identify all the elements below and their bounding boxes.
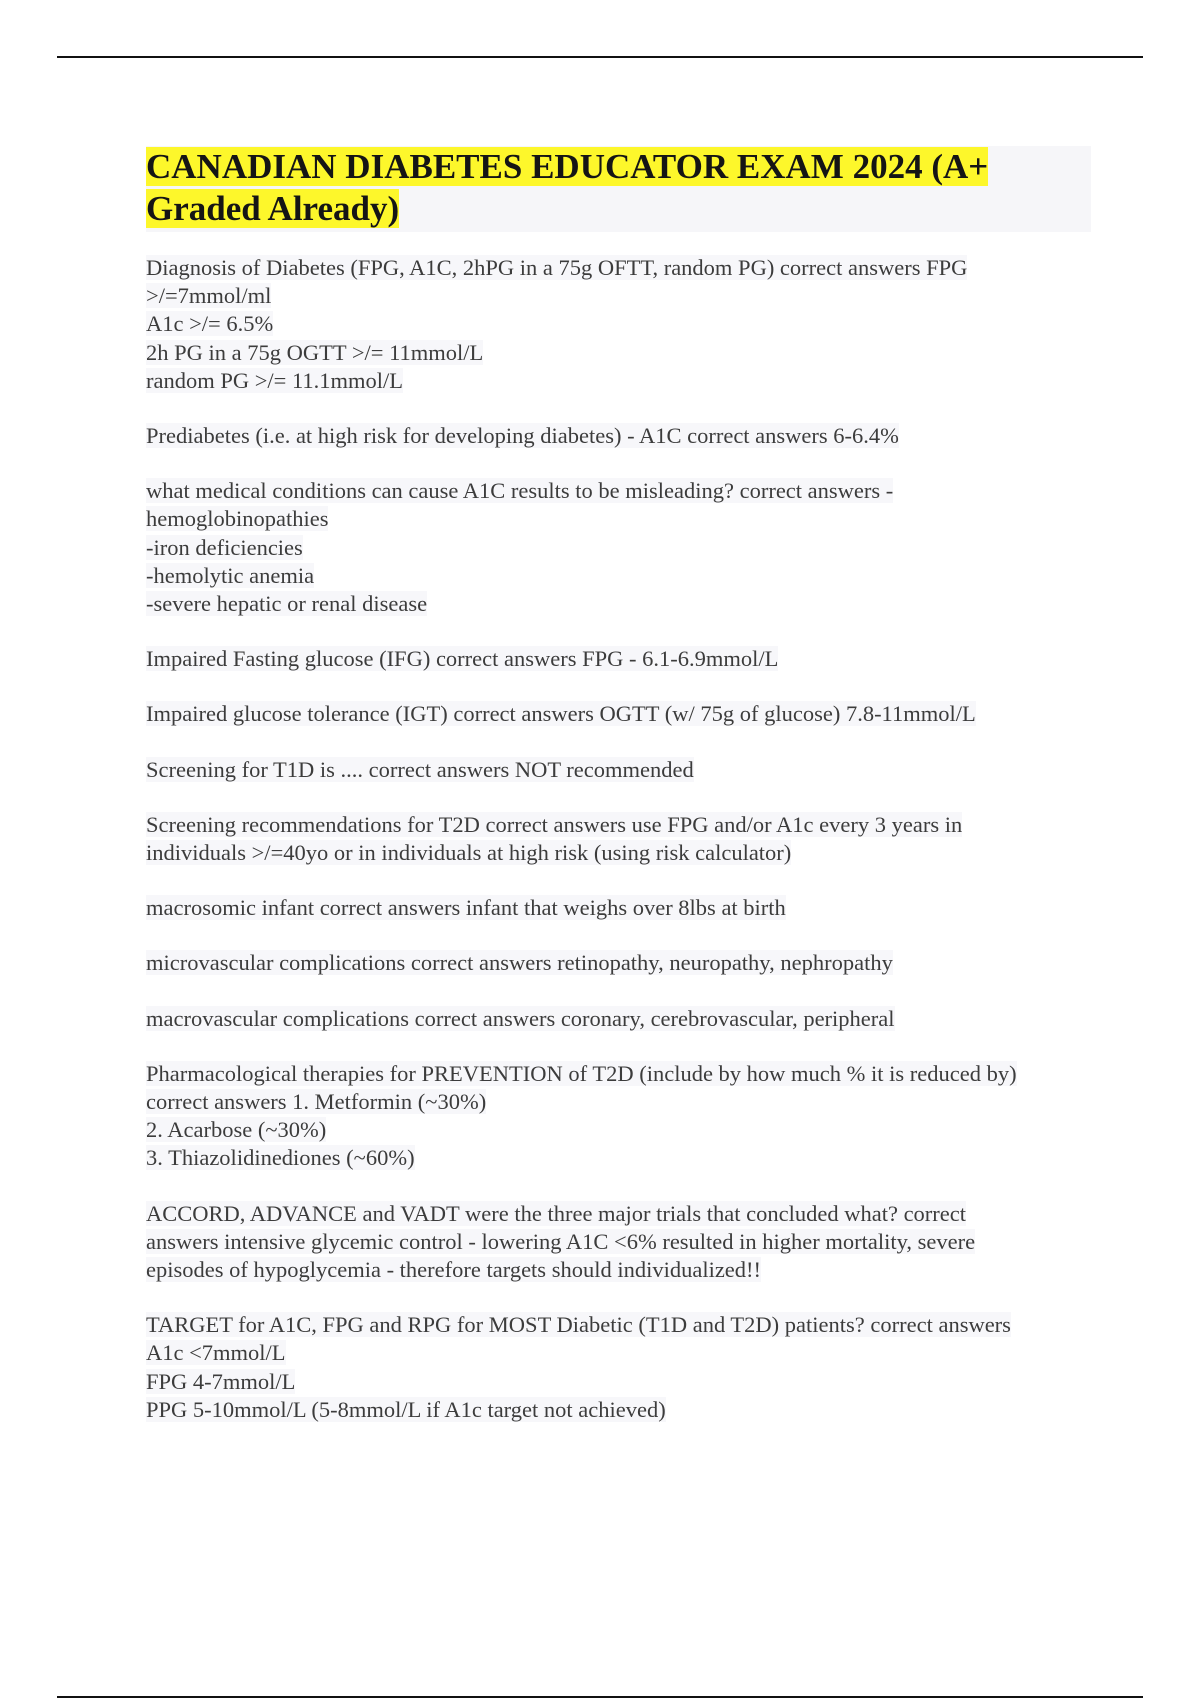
flashcard-line-text: -severe hepatic or renal disease: [146, 591, 428, 617]
flashcard: [146, 1005, 1091, 1033]
flashcard-line-text: >/=7mmol/ml: [146, 283, 272, 309]
flashcard-line-text: 2h PG in a 75g OGTT >/= 11mmol/L: [146, 339, 484, 365]
flashcard-line-text: 3. Thiazolidinediones (~60%): [146, 1145, 415, 1171]
title-block: [146, 146, 1091, 232]
flashcard-list: [146, 254, 1091, 1424]
flashcard-line: [146, 282, 1091, 310]
flashcard: [146, 1311, 1091, 1424]
flashcard: [146, 422, 1091, 450]
flashcard-line: [146, 590, 1091, 618]
flashcard-line: [146, 254, 1091, 282]
flashcard: [146, 949, 1091, 977]
flashcard-line-text: A1c >/= 6.5%: [146, 311, 274, 337]
flashcard-line-text: episodes of hypoglycemia - therefore targets should individualized!!: [146, 1257, 762, 1283]
flashcard-line-text: macrovascular complications correct answers coronary, cerebrovascular, peripheral: [146, 1005, 895, 1031]
flashcard-line: [146, 1339, 1091, 1367]
flashcard-line: [146, 756, 1091, 784]
flashcard-line: [146, 700, 1091, 728]
flashcard-line-text: -hemolytic anemia: [146, 562, 315, 588]
flashcard-line-text: Impaired Fasting glucose (IFG) correct answers FPG - 6.1-6.9mmol/L: [146, 646, 779, 672]
flashcard-line-text: PPG 5-10mmol/L (5-8mmol/L if A1c target not achieved): [146, 1396, 666, 1422]
flashcard-line-text: random PG >/= 11.1mmol/L: [146, 367, 404, 393]
flashcard-line: [146, 1368, 1091, 1396]
flashcard-line-text: FPG 4-7mmol/L: [146, 1368, 296, 1394]
flashcard-line: [146, 339, 1091, 367]
flashcard-line: [146, 1200, 1091, 1228]
document-body: [146, 146, 1091, 1451]
bottom-divider: [57, 1696, 1143, 1698]
flashcard-line: [146, 1116, 1091, 1144]
flashcard-line-text: Screening recommendations for T2D correct answers use FPG and/or A1c every 3 years in: [146, 811, 963, 837]
flashcard-line: [146, 645, 1091, 673]
flashcard-line: [146, 534, 1091, 562]
top-divider: [57, 56, 1143, 58]
flashcard-line: [146, 1311, 1091, 1339]
flashcard: [146, 700, 1091, 728]
flashcard-line-text: macrosomic infant correct answers infant that weighs over 8lbs at birth: [146, 895, 786, 921]
flashcard: [146, 477, 1091, 618]
flashcard-line: [146, 894, 1091, 922]
flashcard: [146, 645, 1091, 673]
flashcard-line-text: microvascular complications correct answers retinopathy, neuropathy, nephropathy: [146, 950, 893, 976]
flashcard-line-text: individuals >/=40yo or in individuals at high risk (using risk calculator): [146, 840, 792, 866]
flashcard-line: [146, 839, 1091, 867]
flashcard-line: [146, 422, 1091, 450]
flashcard: [146, 254, 1091, 395]
flashcard-line: [146, 1060, 1091, 1088]
flashcard-line-text: Impaired glucose tolerance (IGT) correct answers OGTT (w/ 75g of glucose) 7.8-11mmol/L: [146, 701, 976, 727]
flashcard-line: [146, 562, 1091, 590]
flashcard-line-text: correct answers 1. Metformin (~30%): [146, 1089, 487, 1115]
flashcard-line-text: 2. Acarbose (~30%): [146, 1117, 327, 1143]
flashcard: [146, 894, 1091, 922]
flashcard: [146, 756, 1091, 784]
document-title: [146, 146, 1091, 230]
flashcard: [146, 1200, 1091, 1285]
flashcard-line: [146, 1144, 1091, 1172]
flashcard-line-text: A1c <7mmol/L: [146, 1340, 286, 1366]
flashcard-line-text: answers intensive glycemic control - lowering A1C <6% resulted in higher mortality, severe: [146, 1228, 976, 1254]
flashcard-line-text: hemoglobinopathies: [146, 506, 329, 532]
flashcard-line-text: Screening for T1D is .... correct answers NOT recommended: [146, 756, 694, 782]
flashcard-line: [146, 811, 1091, 839]
flashcard-line: [146, 1005, 1091, 1033]
flashcard-line: [146, 367, 1091, 395]
flashcard-line-text: Prediabetes (i.e. at high risk for developing diabetes) - A1C correct answers 6-6.4%: [146, 423, 899, 449]
flashcard: [146, 811, 1091, 867]
flashcard-line-text: TARGET for A1C, FPG and RPG for MOST Diabetic (T1D and T2D) patients? correct answers: [146, 1312, 1011, 1338]
flashcard-line: [146, 310, 1091, 338]
flashcard-line: [146, 1396, 1091, 1424]
flashcard-line: [146, 1088, 1091, 1116]
flashcard-line-text: ACCORD, ADVANCE and VADT were the three major trials that concluded what? correct: [146, 1200, 967, 1226]
flashcard-line: [146, 505, 1091, 533]
flashcard-line: [146, 949, 1091, 977]
flashcard-line: [146, 1256, 1091, 1284]
flashcard-line-text: Pharmacological therapies for PREVENTION of T2D (include by how much % it is reduced by): [146, 1060, 1017, 1086]
flashcard-line-text: -iron deficiencies: [146, 534, 303, 560]
flashcard-line-text: what medical conditions can cause A1C results to be misleading? correct answers -: [146, 478, 894, 504]
flashcard-line: [146, 477, 1091, 505]
document-title-text: CANADIAN DIABETES EDUCATOR EXAM 2024 (A+ Graded Already): [146, 147, 989, 228]
flashcard-line: [146, 1228, 1091, 1256]
flashcard: [146, 1060, 1091, 1173]
flashcard-line-text: Diagnosis of Diabetes (FPG, A1C, 2hPG in a 75g OFTT, random PG) correct answers FPG: [146, 255, 968, 280]
